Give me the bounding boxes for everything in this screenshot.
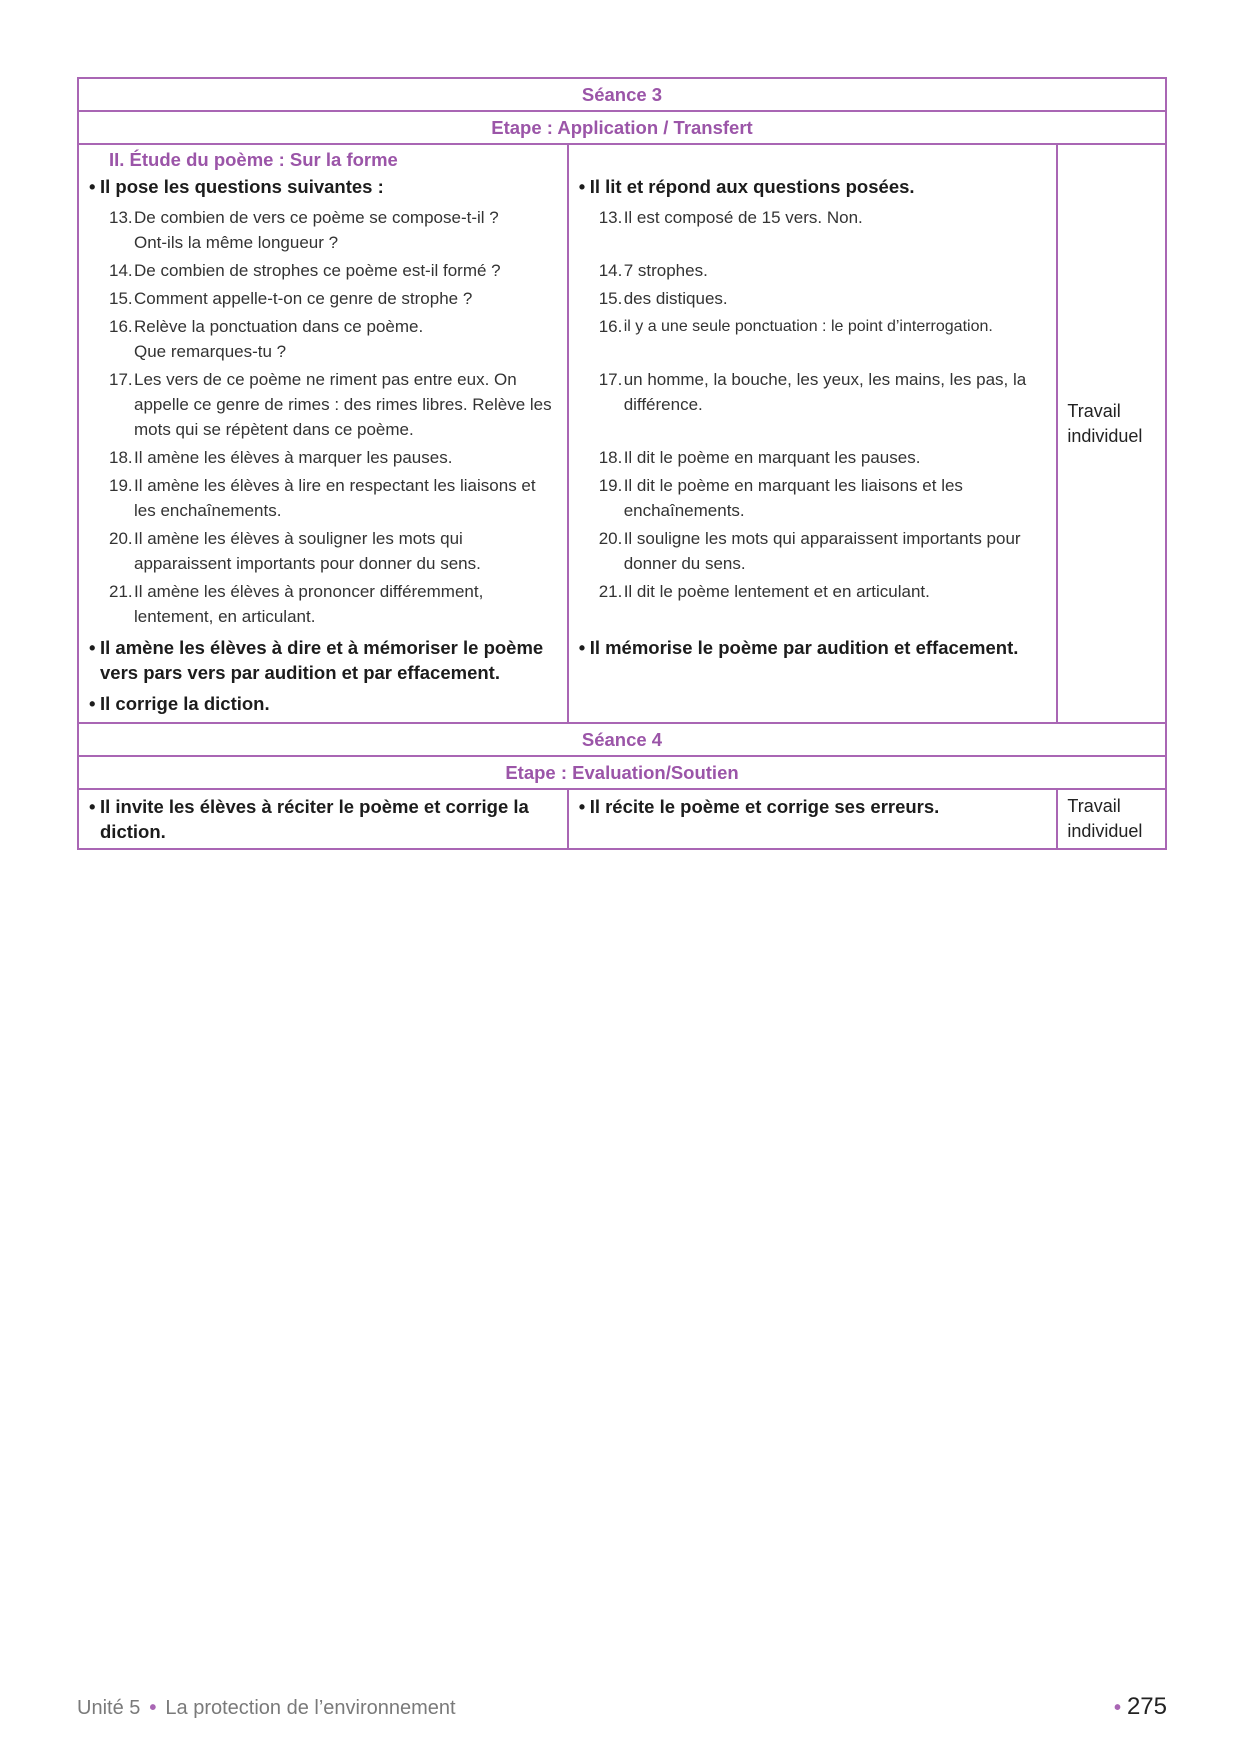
item-number: 18. (598, 448, 623, 467)
item-number: 14. (109, 261, 133, 280)
teacher-item-19 (89, 473, 557, 523)
item-number: 15. (598, 289, 623, 308)
teacher-item-13 (89, 205, 557, 255)
organisation-column (1057, 144, 1166, 723)
student-answer: il y a une seule ponctuation : le point d’interrogation. (623, 318, 993, 335)
student-bullet-answers: • Il lit et répond aux questions posées. (579, 174, 1047, 199)
lesson-sheet (77, 77, 1167, 850)
student-answer: Il est composé de 15 vers. Non. (623, 208, 863, 227)
item-number: 20. (598, 529, 623, 548)
teacher-item-17 (89, 367, 557, 442)
seance3-etape: Etape : Application / Transfert (78, 111, 1166, 144)
seance3-title-row (78, 78, 1166, 111)
item-number: 18. (109, 448, 133, 467)
teacher-question: De combien de strophes ce poème est-il formé ? (134, 261, 501, 280)
student-answer: Il dit le poème en marquant les liaisons et les enchaînements. (623, 476, 963, 520)
teacher-item-16 (89, 314, 557, 364)
item-number: 14. (598, 261, 623, 280)
student-answer: Il souligne les mots qui apparaissent importants pour donner du sens. (623, 529, 1021, 573)
item-number: 21. (109, 582, 133, 601)
item-number: 13. (598, 208, 623, 227)
student-item-15 (579, 286, 1047, 311)
page-number-block (1105, 1693, 1167, 1721)
page-marker: • (1113, 1697, 1121, 1719)
teacher-item-20 (89, 526, 557, 576)
teacher-question: Il amène les élèves à lire en respectant les liaisons et les enchaînements. (134, 476, 536, 520)
teacher-bullet-recite: • Il invite les élèves à réciter le poème et corrige la diction. (89, 794, 557, 844)
item-number: 16. (109, 317, 133, 336)
student-item-16 (579, 314, 1047, 364)
student-answer: Il dit le poème en marquant les pauses. (623, 448, 921, 467)
student-column (568, 789, 1058, 849)
seance3-title: Séance 3 (78, 78, 1166, 111)
item-number: 16. (598, 317, 623, 336)
teacher-question: Relève la ponctuation dans ce poème. Que remarques-tu ? (134, 317, 424, 361)
item-number: 19. (598, 476, 623, 495)
teacher-item-18 (89, 445, 557, 470)
teacher-question: De combien de vers ce poème se compose-t-il ? Ont-ils la même longueur ? (134, 208, 499, 252)
teacher-question: Les vers de ce poème ne riment pas entre eux. On appelle ce genre de rimes : des rimes libres. Relève les mots qui se répètent dans ce poème. (134, 370, 552, 439)
teacher-item-15 (89, 286, 557, 311)
student-answer: un homme, la bouche, les yeux, les mains, les pas, la différence. (623, 370, 1027, 414)
item-number: 20. (109, 529, 133, 548)
seance4-etape: Etape : Evaluation/Soutien (78, 756, 1166, 789)
student-item-17 (579, 367, 1047, 442)
teacher-bullet-memorize: • Il amène les élèves à dire et à mémoriser le poème vers pars vers par audition et par effacement. (89, 635, 557, 685)
student-bullet-recite: • Il récite le poème et corrige ses erreurs. (579, 794, 1047, 819)
seance4-title-row (78, 723, 1166, 756)
teacher-question: Comment appelle-t-on ce genre de strophe ? (134, 289, 473, 308)
student-item-20 (579, 526, 1047, 576)
seance3-content-row (78, 144, 1166, 723)
footer-theme: La protection de l’environnement (165, 1697, 456, 1719)
organisation-column (1057, 789, 1166, 849)
teacher-question: Il amène les élèves à souligner les mots qui apparaissent importants pour donner du sens. (134, 529, 481, 573)
page-footer (77, 1693, 1167, 1721)
student-item-18 (579, 445, 1047, 470)
teacher-bullet-diction: • Il corrige la diction. (89, 691, 557, 716)
organisation-line1: Travail (1067, 796, 1121, 816)
teacher-bullet-questions: • Il pose les questions suivantes : (89, 174, 557, 199)
student-answer: Il dit le poème lentement et en articulant. (623, 582, 930, 601)
organisation-line2: individuel (1067, 425, 1143, 446)
teacher-item-21 (89, 579, 557, 629)
footer-unit-label (77, 1697, 456, 1720)
student-answer: 7 strophes. (623, 261, 708, 280)
seance3-etape-row (78, 111, 1166, 144)
item-number: 17. (109, 370, 133, 389)
section-title: II. Étude du poème : Sur la forme (109, 149, 398, 170)
item-number: 13. (109, 208, 133, 227)
lesson-table (77, 77, 1167, 850)
item-number: 21. (598, 582, 623, 601)
teacher-column (78, 789, 568, 849)
student-item-19 (579, 473, 1047, 523)
item-number: 15. (109, 289, 133, 308)
student-item-13 (579, 205, 1047, 255)
footer-separator: • (149, 1697, 157, 1719)
footer-unit: Unité 5 (77, 1697, 141, 1719)
student-answer: des distiques. (623, 289, 728, 308)
student-item-14 (579, 258, 1047, 283)
student-column (568, 144, 1058, 723)
seance4-etape-row (78, 756, 1166, 789)
organisation-line1: Travail (1067, 400, 1121, 421)
organisation-line2: individuel (1067, 821, 1143, 841)
teacher-column (78, 144, 568, 723)
item-number: 19. (109, 476, 133, 495)
teacher-item-14 (89, 258, 557, 283)
teacher-question: Il amène les élèves à prononcer différemment, lentement, en articulant. (134, 582, 484, 626)
item-number: 17. (598, 370, 623, 389)
page-number: 275 (1126, 1693, 1167, 1720)
teacher-question: Il amène les élèves à marquer les pauses. (134, 448, 453, 467)
student-item-21 (579, 579, 1047, 629)
seance4-content-row (78, 789, 1166, 849)
student-bullet-memorize: • Il mémorise le poème par audition et effacement. (579, 635, 1047, 660)
seance4-title: Séance 4 (78, 723, 1166, 756)
